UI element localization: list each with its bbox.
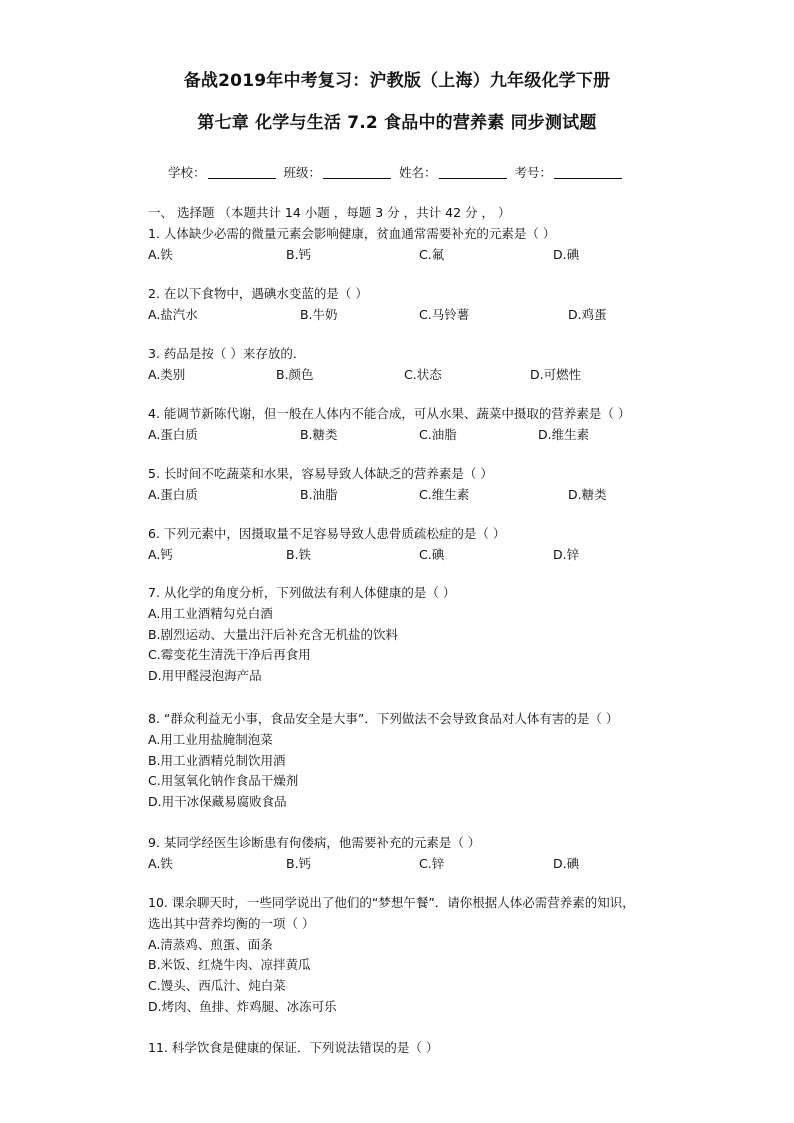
answer-option[interactable]: D.鸡蛋 <box>568 306 607 322</box>
answer-option[interactable]: A.类别 <box>148 366 186 382</box>
class-blank[interactable] <box>323 166 391 179</box>
page-subtitle: 第七章 化学与生活 7.2 食品中的营养素 同步测试题 <box>197 113 597 133</box>
answer-option[interactable]: C.霉变花生清洗干净后再食用 <box>148 647 311 663</box>
name-label: 姓名： <box>398 165 437 180</box>
question-stem: 1. 人体缺少必需的微量元素会影响健康，贫血通常需要补充的元素是（ ） <box>148 226 556 241</box>
question-stem: 8. “群众利益无小事，食品安全是大事”．下列做法不会导致食品对人体有害的是（ ） <box>148 711 619 726</box>
school-label: 学校： <box>167 165 206 180</box>
answer-option[interactable]: B.油脂 <box>300 486 338 502</box>
answer-option[interactable]: A.铁 <box>148 855 173 871</box>
answer-option[interactable]: D.碘 <box>553 855 580 871</box>
answer-option[interactable]: A.用工业酒精勾兑白酒 <box>148 605 273 621</box>
question-stem: 7. 从化学的角度分析，下列做法有利人体健康的是（ ） <box>148 585 456 600</box>
page-title: 备战2019年中考复习：沪教版（上海）九年级化学下册 <box>183 71 611 91</box>
answer-option[interactable]: D.烤肉、鱼排、炸鸡腿、冰冻可乐 <box>148 999 337 1014</box>
answer-option[interactable]: C.状态 <box>404 366 442 382</box>
section-heading: 一、 选择题 （本题共计 14 小题 ，每题 3 分 ，共计 42 分 ， ） <box>148 205 511 220</box>
question-stem: 4. 能调节新陈代谢，但一般在人体内不能合成，可从水果、蔬菜中摄取的营养素是（ ） <box>148 406 631 421</box>
answer-option[interactable]: C.维生素 <box>419 486 470 502</box>
school-blank[interactable] <box>208 166 276 179</box>
answer-option[interactable]: C.用氢氧化钠作食品干燥剂 <box>148 773 299 789</box>
answer-option[interactable]: A.蛋白质 <box>148 486 198 502</box>
question-stem: 9. 某同学经医生诊断患有佝偻病，他需要补充的元素是（ ） <box>148 835 481 850</box>
answer-option[interactable]: D.糖类 <box>568 486 607 502</box>
answer-option[interactable]: D.用甲醛浸泡海产品 <box>148 668 262 684</box>
answer-option[interactable]: D.锌 <box>553 546 580 562</box>
answer-option[interactable]: B.钙 <box>286 855 312 871</box>
question-stem: 5. 长时间不吃蔬菜和水果，容易导致人体缺乏的营养素是（ ） <box>148 466 493 481</box>
answer-option[interactable]: A.钙 <box>148 546 173 562</box>
answer-option[interactable]: D.碘 <box>553 246 580 262</box>
exam-no-label: 考号： <box>514 165 552 180</box>
question-stem: 11. 科学饮食是健康的保证．下列说法错误的是（ ） <box>148 1040 439 1055</box>
answer-option[interactable]: A.蛋白质 <box>148 426 198 442</box>
answer-option[interactable]: D.可燃性 <box>530 366 582 382</box>
question-stem: 6. 下列元素中，因摄取量不足容易导致人患骨质疏松症的是（ ） <box>148 526 506 541</box>
answer-option[interactable]: A.用工业用盐腌制泡菜 <box>148 731 273 747</box>
answer-option[interactable]: A.铁 <box>148 246 173 262</box>
answer-option[interactable]: C.锌 <box>419 855 445 871</box>
name-blank[interactable] <box>439 166 507 179</box>
answer-option[interactable]: D.用干冰保藏易腐败食品 <box>148 794 287 810</box>
answer-option[interactable]: C.氟 <box>419 246 445 262</box>
question-stem: 10. 课余聊天时，一些同学说出了他们的“梦想午餐”．请你根据人体必需营养素的知识， <box>148 895 635 910</box>
answer-option[interactable]: C.碘 <box>419 546 445 562</box>
class-label: 班级： <box>283 165 321 180</box>
answer-option[interactable]: A.盐汽水 <box>148 306 198 322</box>
question-stem: 选出其中营养均衡的一项（ ） <box>148 915 315 931</box>
answer-option[interactable]: D.维生素 <box>538 426 590 442</box>
question-stem: 2. 在以下食物中，遇碘水变蓝的是（ ） <box>148 286 368 301</box>
answer-option[interactable]: B.剧烈运动、大量出汗后补充含无机盐的饮料 <box>148 626 399 642</box>
question-stem: 3. 药品是按（ ）来存放的． <box>148 346 306 361</box>
answer-option[interactable]: B.铁 <box>286 546 312 562</box>
answer-option[interactable]: B.钙 <box>286 246 312 262</box>
student-info-line <box>0 163 794 181</box>
answer-option[interactable]: A.清蒸鸡、煎蛋、面条 <box>148 936 273 952</box>
answer-option[interactable]: B.用工业酒精兑制饮用酒 <box>148 752 286 768</box>
answer-option[interactable]: B.米饭、红烧牛肉、凉拌黄瓜 <box>148 957 311 973</box>
answer-option[interactable]: C.油脂 <box>419 426 457 442</box>
answer-option[interactable]: B.颜色 <box>276 366 314 382</box>
answer-option[interactable]: C.马铃薯 <box>419 306 470 322</box>
answer-option[interactable]: C.馒头、西瓜汁、炖白菜 <box>148 978 286 994</box>
answer-option[interactable]: B.牛奶 <box>300 306 338 322</box>
exam-no-blank[interactable] <box>554 166 622 179</box>
answer-option[interactable]: B.糖类 <box>300 426 338 442</box>
